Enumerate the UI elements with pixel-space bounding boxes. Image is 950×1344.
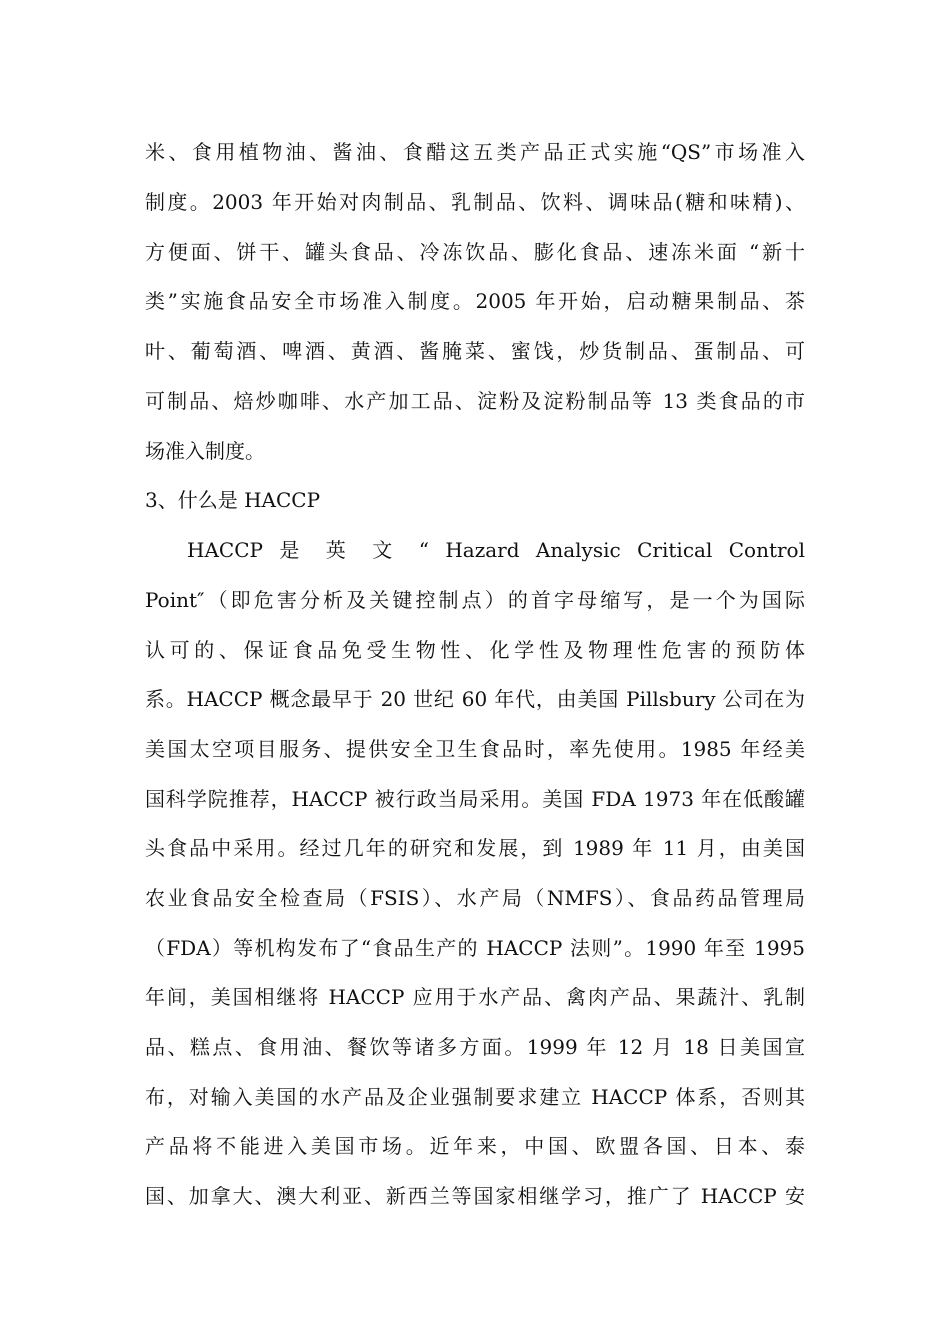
paragraph-1-line-7: 场准入制度。: [145, 439, 265, 463]
paragraph-2-line-14: 国、加拿大、澳大利亚、新西兰等国家相继学习，推广了 HACCP 安: [145, 1184, 805, 1208]
paragraph-2-line-7: 头食品中采用。经过几年的研究和发展，到 1989 年 11 月，由美国: [145, 836, 805, 860]
paragraph-2-line-9: （FDA）等机构发布了“食品生产的 HACCP 法则”。1990 年至 1995: [145, 936, 805, 960]
paragraph-2-line-5: 美国太空项目服务、提供安全卫生食品时，率先使用。1985 年经美: [145, 737, 805, 761]
paragraph-1-line-4: 类”实施食品安全市场准入制度。2005 年开始，启动糖果制品、茶: [145, 289, 805, 313]
paragraph-1-line-2: 制度。2003 年开始对肉制品、乳制品、饮料、调味品(糖和味精)、: [145, 190, 805, 214]
paragraph-2-line-2: Point″（即危害分析及关键控制点）的首字母缩写，是一个为国际: [145, 588, 805, 612]
paragraph-2-line-8: 农业食品安全检查局（FSIS）、水产局（NMFS）、食品药品管理局: [145, 886, 805, 910]
paragraph-2-line-6: 国科学院推荐，HACCP 被行政当局采用。美国 FDA 1973 年在低酸罐: [145, 787, 805, 811]
paragraph-2-line-12: 布，对输入美国的水产品及企业强制要求建立 HACCP 体系，否则其: [145, 1085, 805, 1109]
paragraph-1-line-6: 可制品、焙炒咖啡、水产加工品、淀粉及淀粉制品等 13 类食品的市: [145, 389, 805, 413]
paragraph-2-line-11: 品、糕点、食用油、餐饮等诸多方面。1999 年 12 月 18 日美国宣: [145, 1035, 805, 1059]
paragraph-1-line-5: 叶、葡萄酒、啤酒、黄酒、酱腌菜、蜜饯，炒货制品、蛋制品、可: [145, 339, 805, 363]
paragraph-1-line-1: 米、食用植物油、酱油、食醋这五类产品正式实施“QS”市场准入: [145, 140, 805, 164]
paragraph-2-line-10: 年间，美国相继将 HACCP 应用于水产品、禽肉产品、果蔬汁、乳制: [145, 985, 805, 1009]
paragraph-2-line-3: 认可的、保证食品免受生物性、化学性及物理性危害的预防体: [145, 638, 805, 662]
section-heading: 3、什么是 HACCP: [145, 488, 321, 512]
paragraph-2-line-4: 系。HACCP 概念最早于 20 世纪 60 年代，由美国 Pillsbury 公司在为: [145, 687, 805, 711]
paragraph-2-line-1: HACCP 是 英 文 “ Hazard Analysic Critical Control: [187, 538, 805, 562]
paragraph-2-line-13: 产品将不能进入美国市场。近年来，中国、欧盟各国、日本、泰: [145, 1134, 805, 1158]
paragraph-1-line-3: 方便面、饼干、罐头食品、冷冻饮品、膨化食品、速冻米面 “新十: [145, 240, 805, 264]
